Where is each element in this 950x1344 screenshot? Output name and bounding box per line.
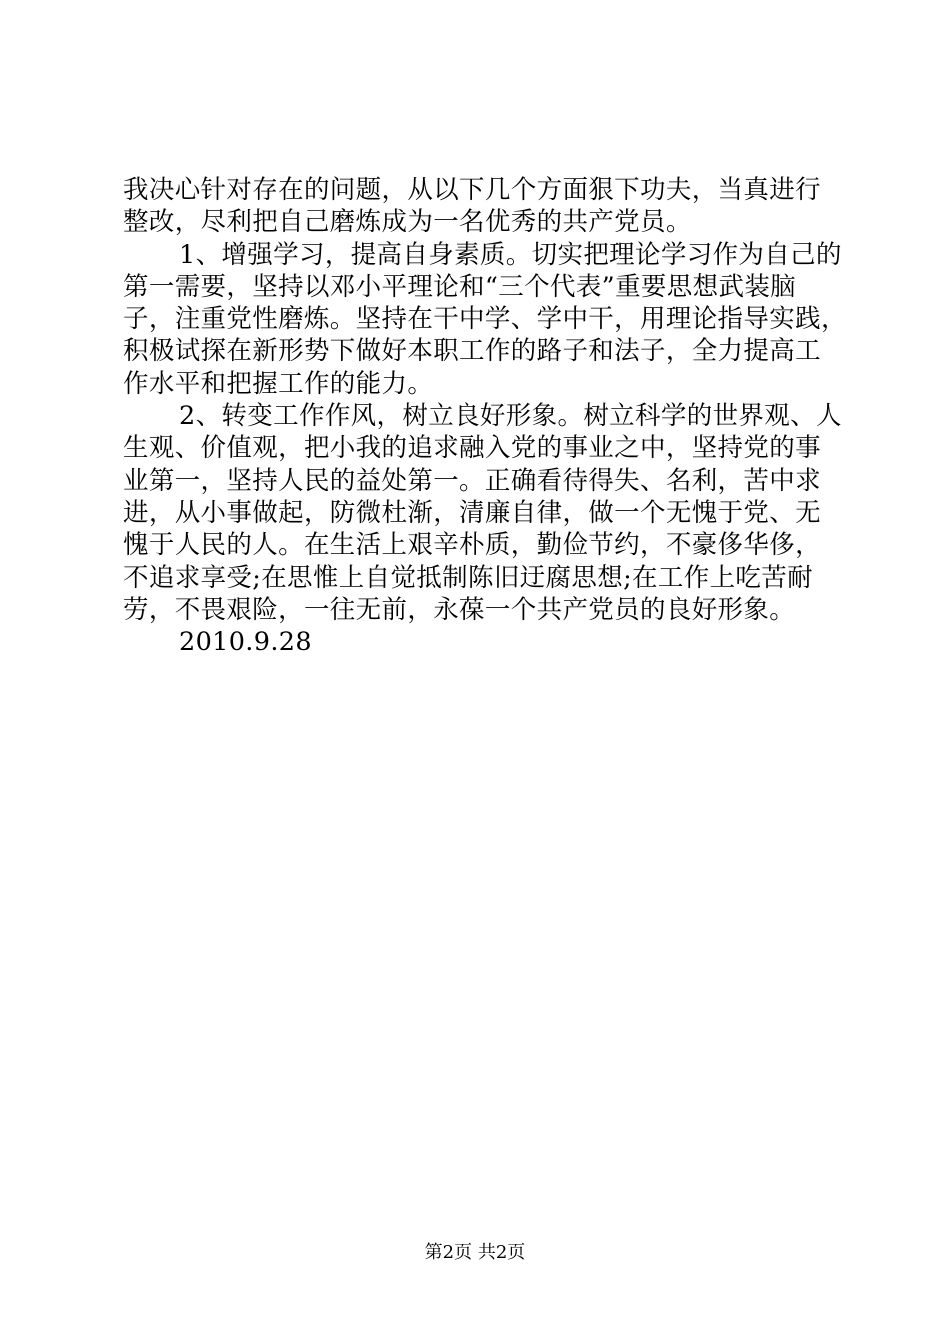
- text-line: 子，注重党性磨炼。坚持在干中学、学中干，用理论指导实践，: [123, 304, 847, 335]
- document-body: [123, 174, 847, 658]
- text-line: 我决心针对存在的问题，从以下几个方面狠下功夫，当真进行: [123, 175, 821, 205]
- text-line: 生观、价值观，把小我的追求融入党的事业之中，坚持党的事: [123, 433, 821, 464]
- text-line: 积极试探在新形势下做好本职工作的路子和法子，全力提高工: [123, 336, 821, 367]
- page-footer: 第2页 共2页: [424, 1242, 526, 1263]
- document-date: 2010.9.28: [179, 627, 312, 658]
- text-line: 进，从小事做起，防微杜渐，清廉自律，做一个无愧于党、无: [123, 497, 821, 528]
- text-line: 整改，尽利把自己磨炼成为一名优秀的共产党员。: [123, 207, 692, 238]
- text-line: 劳，不畏艰险，一往无前，永葆一个共产党员的良好形象。: [123, 594, 796, 625]
- text-line: 愧于人民的人。在生活上艰辛朴质，勤俭节约，不豪侈华侈，: [123, 530, 821, 561]
- text-line: 作水平和把握工作的能力。: [123, 368, 434, 399]
- text-line: 不追求享受;在思惟上自觉抵制陈旧迂腐思想;在工作上吃苦耐: [123, 562, 813, 593]
- paragraph-first-line: 2、转变工作作风，树立良好形象。树立科学的世界观、人: [179, 401, 842, 432]
- paragraph-first-line: 1、增强学习，提高自身素质。切实把理论学习作为自己的: [179, 239, 842, 270]
- text-line: 第一需要，坚持以邓小平理论和“三个代表”重要思想武装脑: [123, 271, 797, 302]
- text-line: 业第一，坚持人民的益处第一。正确看待得失、名利，苦中求: [123, 465, 821, 496]
